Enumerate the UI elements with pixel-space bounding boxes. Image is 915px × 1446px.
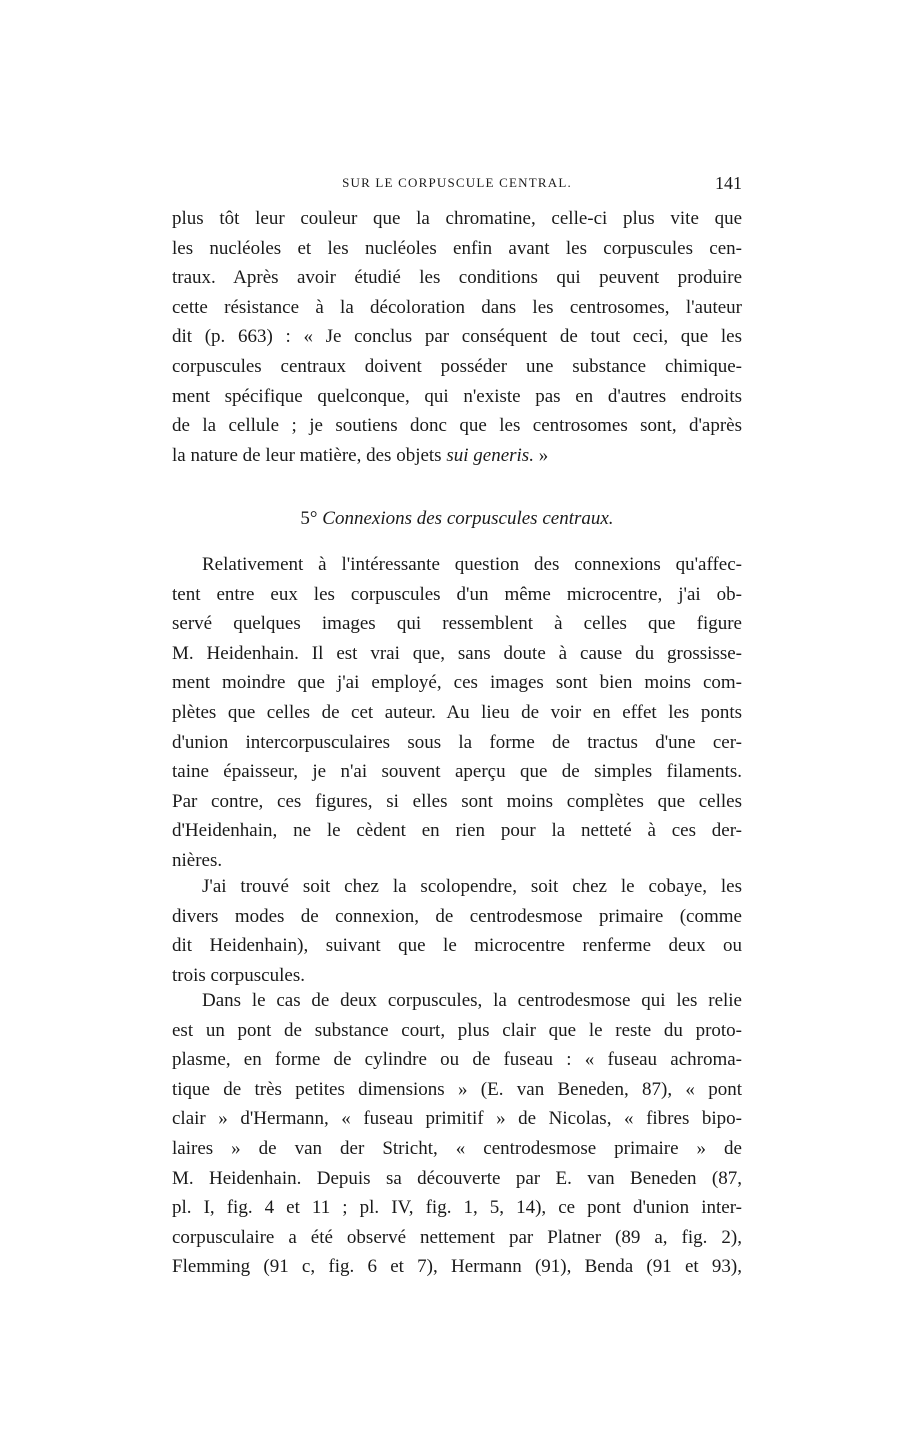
text-line: laires » de van der Stricht, « centrodesmose primaire » de	[172, 1137, 742, 1159]
text-line: M. Heidenhain. Il est vrai que, sans doute à cause du grossisse-	[172, 642, 742, 664]
text-line: dit (p. 663) : « Je conclus par conséquent de tout ceci, que les	[172, 326, 742, 348]
text-line: d'union intercorpusculaires sous la forme de tractus d'une cer-	[172, 731, 742, 753]
text-line: pl. I, fig. 4 et 11 ; pl. IV, fig. 1, 5, 14), ce pont d'union inter-	[172, 1197, 742, 1219]
paragraph-connexions	[172, 550, 742, 876]
running-header	[172, 175, 742, 199]
text-line: ment spécifique quelconque, qui n'existe pas en d'autres endroits	[172, 385, 742, 407]
text-line: tent entre eux les corpuscules d'un même microcentre, j'ai ob-	[172, 583, 742, 605]
text-line: trois corpuscules.	[172, 964, 305, 986]
text-fragment: »	[533, 444, 549, 466]
text-line: est un pont de substance court, plus clair que le reste du proto-	[172, 1019, 742, 1041]
text-line: corpusculaire a été observé nettement par Platner (89 a, fig. 2),	[172, 1226, 742, 1248]
text-line: plètes que celles de cet auteur. Au lieu de voir en effet les ponts	[172, 701, 742, 723]
section-number: 5°	[300, 508, 318, 529]
text-line: Dans le cas de deux corpuscules, la centrodesmose qui les relie	[202, 990, 742, 1011]
section-title: Connexions des corpuscules centraux.	[322, 508, 614, 529]
paragraph-scolopendre	[172, 872, 742, 990]
text-line: servé quelques images qui ressemblent à celles que figure	[172, 613, 742, 635]
text-line: ment moindre que j'ai employé, ces images sont bien moins com-	[172, 672, 742, 694]
italic-term: sui generis.	[446, 444, 534, 466]
text-line: J'ai trouvé soit chez la scolopendre, soit chez le cobaye, les	[202, 876, 742, 897]
text-line: clair » d'Hermann, « fuseau primitif » de Nicolas, « fibres bipo-	[172, 1108, 742, 1130]
section-heading	[172, 508, 742, 530]
text-line: les nucléoles et les nucléoles enfin avant les corpuscules cen-	[172, 237, 742, 259]
text-line: Relativement à l'intéressante question des connexions qu'affec-	[202, 554, 742, 575]
text-line: traux. Après avoir étudié les conditions qui peuvent produire	[172, 267, 742, 289]
text-line: divers modes de connexion, de centrodesmose primaire (comme	[172, 905, 742, 927]
text-line: cette résistance à la décoloration dans les centrosomes, l'auteur	[172, 296, 742, 318]
running-title: SUR LE CORPUSCULE CENTRAL.	[342, 175, 572, 190]
text-line: corpuscules centraux doivent posséder une substance chimique-	[172, 355, 742, 377]
text-line: tique de très petites dimensions » (E. van Beneden, 87), « pont	[172, 1078, 742, 1100]
text-line: plasme, en forme de cylindre ou de fuseau : « fuseau achroma-	[172, 1049, 742, 1071]
text-line: taine épaisseur, je n'ai souvent aperçu que de simples filaments.	[172, 761, 742, 783]
text-line: Par contre, ces figures, si elles sont moins complètes que celles	[172, 790, 742, 812]
text-line: d'Heidenhain, ne le cèdent en rien pour la netteté à ces der-	[172, 820, 742, 842]
text-line-last	[172, 441, 742, 471]
text-line: dit Heidenhain), suivant que le microcentre renferme deux ou	[172, 935, 742, 957]
paragraph-deux-corpuscules	[172, 986, 742, 1282]
text-line: M. Heidenhain. Depuis sa découverte par E. van Beneden (87,	[172, 1167, 742, 1189]
text-fragment: la nature de leur matière, des objets	[172, 444, 447, 466]
text-line: plus tôt leur couleur que la chromatine, celle-ci plus vite que	[172, 208, 742, 229]
text-line: nières.	[172, 849, 223, 871]
intro-paragraph	[172, 204, 742, 470]
page-number: 141	[715, 173, 742, 193]
text-line: de la cellule ; je soutiens donc que les centrosomes sont, d'après	[172, 415, 742, 437]
text-line: Flemming (91 c, fig. 6 et 7), Hermann (91), Benda (91 et 93),	[172, 1256, 742, 1278]
